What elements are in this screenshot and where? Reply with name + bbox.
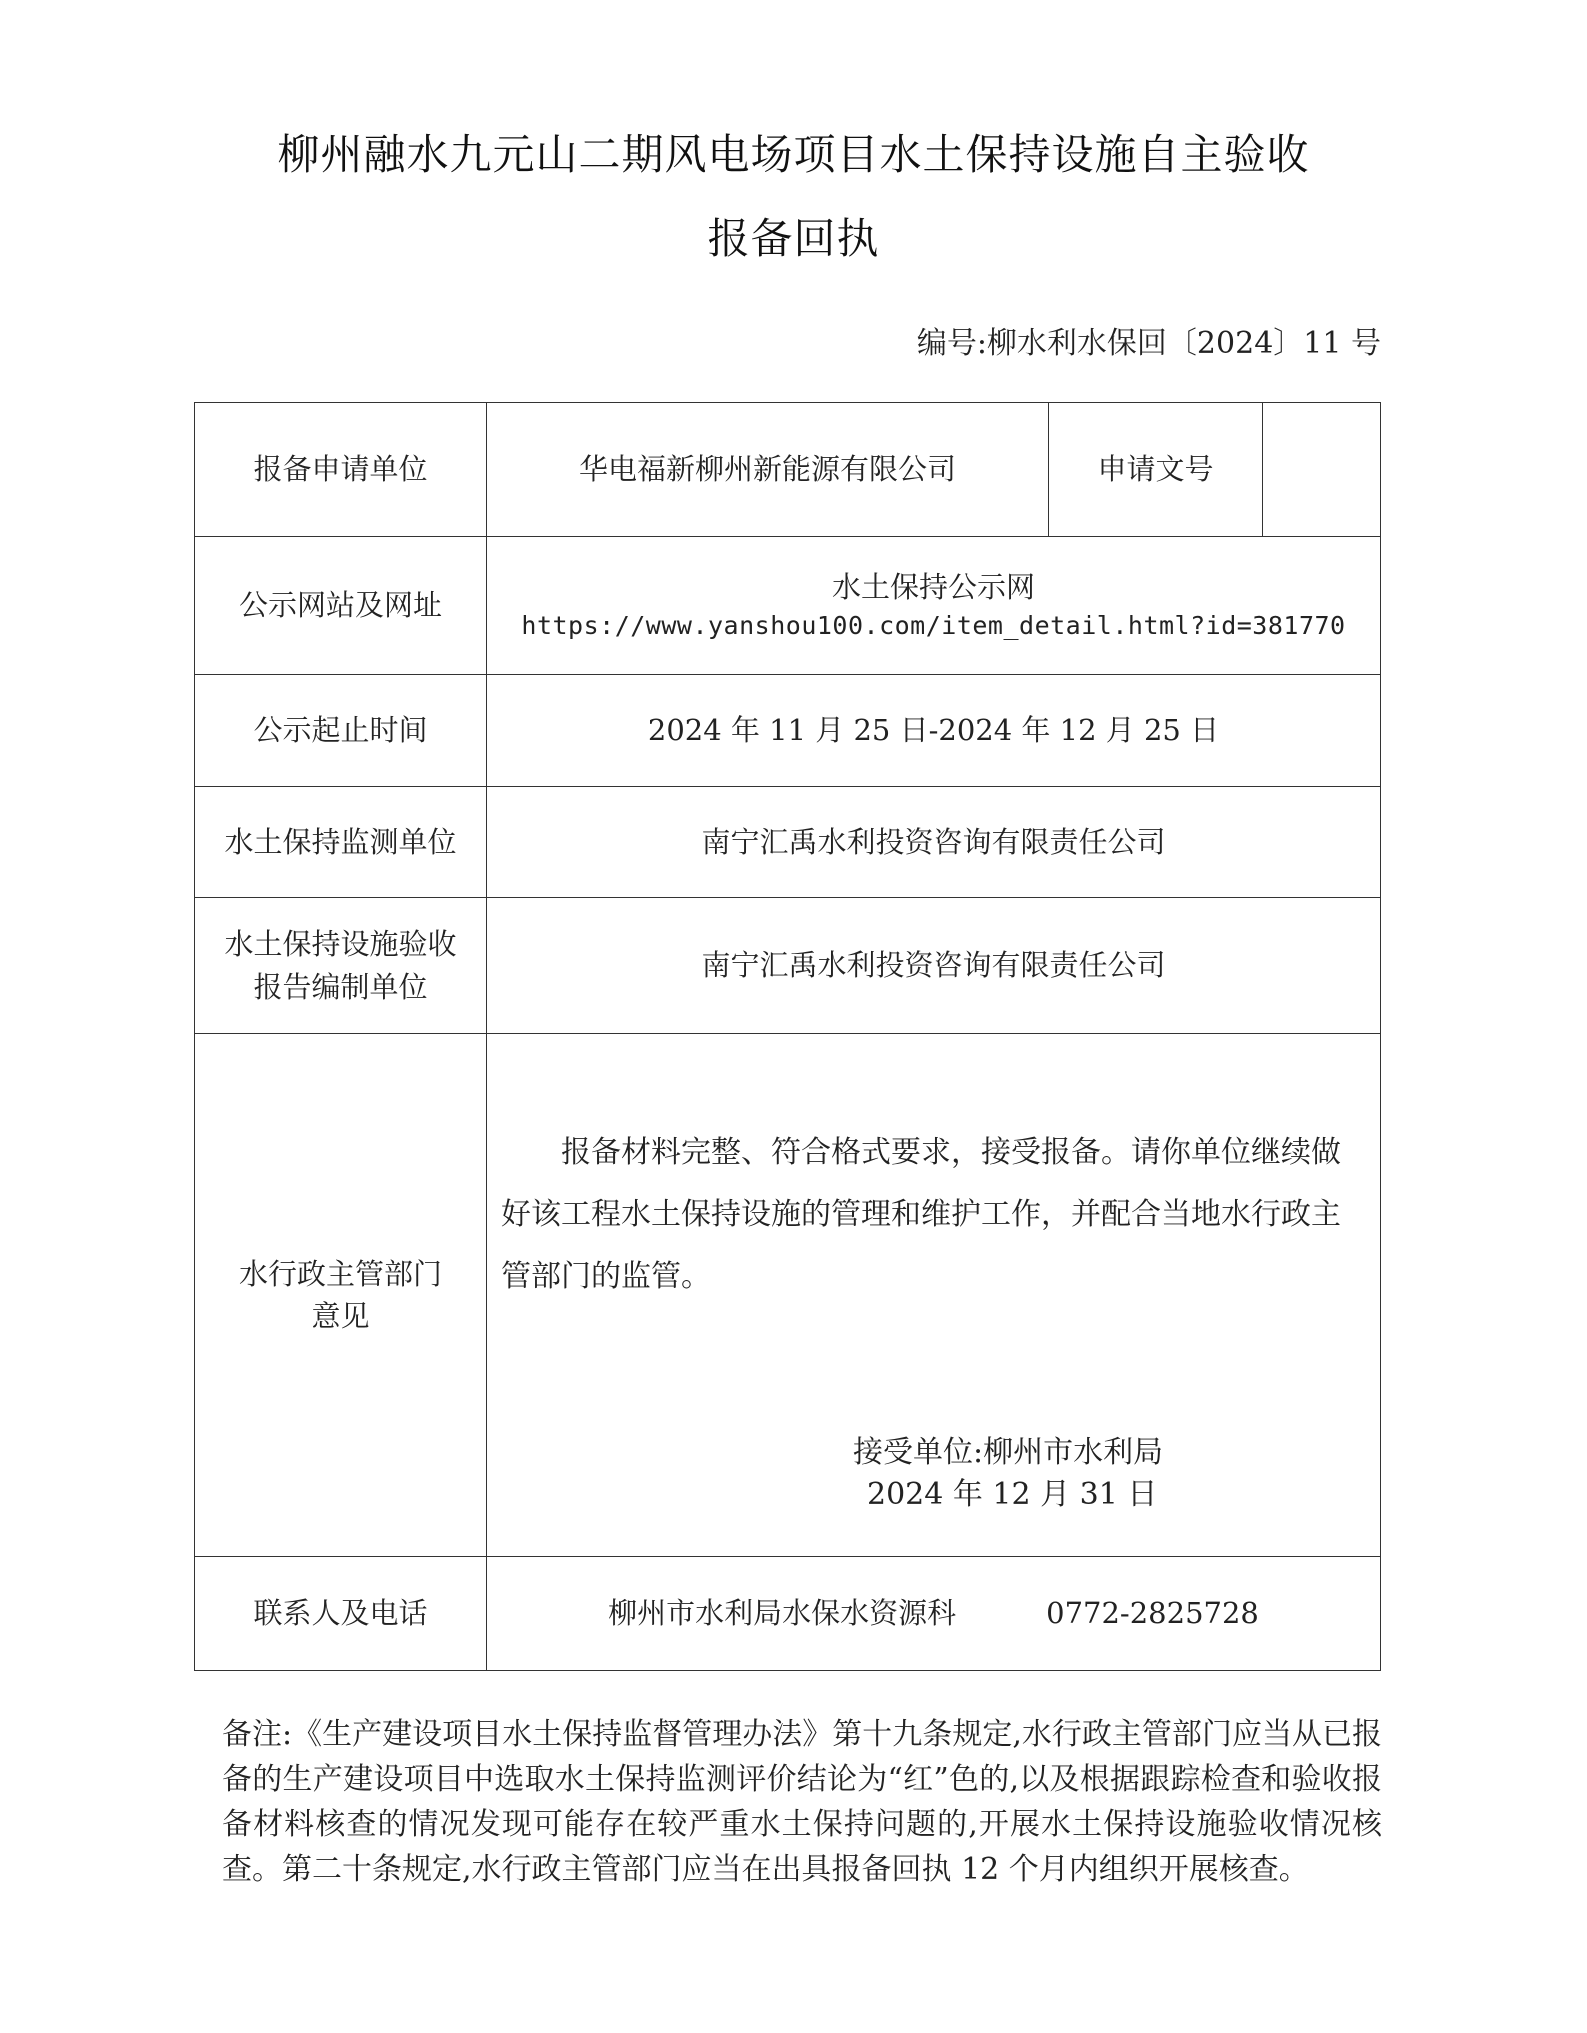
document-title-line1: 柳州融水九元山二期风电场项目水土保持设施自主验收	[277, 130, 1310, 179]
opinion-label-line2: 意见	[311, 1299, 370, 1333]
report-unit-label-line2: 报告编制单位	[253, 969, 428, 1004]
contact-unit: 柳州市水利局水保水资源科	[608, 1596, 957, 1631]
row-monitor	[195, 787, 1381, 898]
website-name: 水土保持公示网	[831, 570, 1035, 605]
contact-cell	[487, 1557, 1381, 1671]
opinion-text: 报备材料完整、符合格式要求，接受报备。请你单位继续做好该工程水土保持设施的管理和维护工作，并配合当地水行政主管部门的监管。	[501, 1135, 1341, 1294]
document-number: 编号:柳水利水保回〔2024〕11 号	[916, 326, 1381, 361]
website-url: https://www.yanshou100.com/item_detail.html?id=381770	[521, 611, 1346, 641]
opinion-label-line1: 水行政主管部门	[238, 1256, 442, 1291]
opinion-cell	[487, 1034, 1381, 1557]
document-title-line2: 报备回执	[707, 214, 880, 263]
signature-date: 2024 年 12 月 31 日	[867, 1477, 1158, 1512]
contact-phone: 0772-2825728	[1046, 1596, 1259, 1631]
row-applicant	[195, 403, 1381, 537]
row-contact	[195, 1557, 1381, 1671]
application-doc-no-label: 申请文号	[1049, 403, 1263, 537]
period-value: 2024 年 11 月 25 日-2024 年 12 月 25 日	[487, 675, 1381, 787]
applicant-value: 华电福新柳州新能源有限公司	[487, 403, 1049, 537]
website-cell	[487, 537, 1381, 675]
contact-label: 联系人及电话	[195, 1557, 487, 1671]
signature-unit: 接受单位:柳州市水利局	[853, 1435, 1164, 1470]
monitor-label: 水土保持监测单位	[195, 787, 487, 898]
applicant-label: 报备申请单位	[195, 403, 487, 537]
filing-receipt-table	[194, 402, 1381, 1671]
row-opinion	[195, 1034, 1381, 1557]
application-doc-no-value	[1263, 403, 1381, 537]
row-period	[195, 675, 1381, 787]
website-label: 公示网站及网址	[195, 537, 487, 675]
period-label: 公示起止时间	[195, 675, 487, 787]
opinion-label	[195, 1034, 487, 1557]
report-unit-label	[195, 898, 487, 1034]
footnote: 备注:《生产建设项目水土保持监督管理办法》第十九条规定,水行政主管部门应当从已报备的生产建设项目中选取水土保持监测评价结论为“红”色的,以及根据跟踪检查和验收报备材料核查的情况发现可能存在较严重水土保持问题的,开展水土保持设施验收情况核查。第二十条规定,水行政主管部门应当在出具报备回执 12 个月内组织开展核查。	[222, 1717, 1382, 1887]
row-website	[195, 537, 1381, 675]
report-unit-label-line1: 水土保持设施验收	[224, 927, 457, 962]
report-unit-value: 南宁汇禹水利投资咨询有限责任公司	[487, 898, 1381, 1034]
opinion-signature	[853, 1432, 1163, 1516]
monitor-value: 南宁汇禹水利投资咨询有限责任公司	[487, 787, 1381, 898]
row-report-unit	[195, 898, 1381, 1034]
